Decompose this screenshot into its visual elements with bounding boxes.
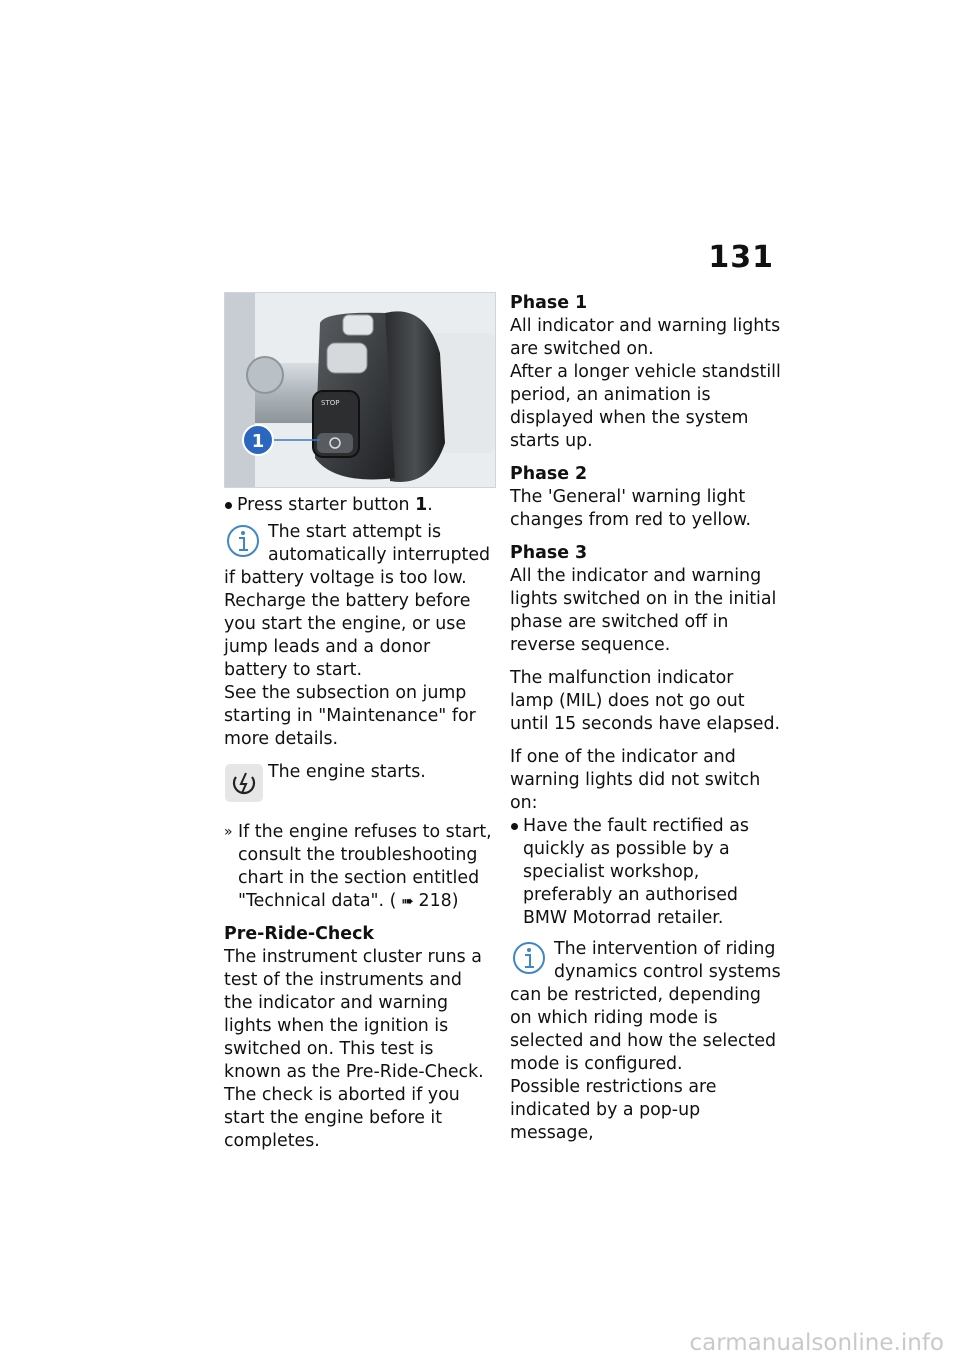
pre-ride-check-text: The instrument cluster runs a test of the instruments and the indicator and warning lights when the ignition is switched on. This test is known as the Pre-Ride-Check. The check is aborted if you start the engine before it completes.	[224, 947, 484, 1151]
refuse-page-link[interactable]: 218	[418, 891, 452, 911]
phase2-heading: Phase 2	[510, 464, 588, 484]
page-reference-arrow-icon: ➠	[396, 892, 419, 910]
info-battery-text: The start attempt is automatically interrupted if battery voltage is too low. Recharge the battery before you start the engine, or use jump leads and a donor battery to start.	[224, 522, 491, 680]
mil-text: The malfunction indicator lamp (MIL) does not go out until 15 seconds have elapsed.	[510, 668, 781, 734]
step1-number: 1	[415, 495, 428, 515]
result-refuse-start	[224, 821, 494, 913]
phase2-text: The 'General' warning light changes from red to yellow.	[510, 487, 752, 530]
info-battery-more: See the subsection on jump starting in "Maintenance" for more details.	[224, 683, 476, 749]
result-arrow-icon: »	[224, 824, 233, 840]
fault-rectify-text: Have the fault rectified as quickly as possible by a specialist workshop, preferably an authorised BMW Motorrad retailer.	[523, 816, 749, 928]
info-note-riding-dynamics	[510, 938, 782, 1145]
info-icon	[510, 938, 550, 978]
phase3-text: All the indicator and warning lights switched on in the initial phase are switched off in reverse sequence.	[510, 566, 777, 655]
left-column	[224, 292, 494, 1163]
info-riding-text: The intervention of riding dynamics control systems can be restricted, depending on which riding mode is selected and how the selected mode is configured.	[510, 939, 781, 1074]
handlebar-switch-illustration	[225, 293, 495, 487]
info-riding-more: Possible restrictions are indicated by a pop-up message,	[510, 1077, 717, 1143]
step1-prefix: Press starter button	[237, 495, 416, 515]
step-press-starter	[224, 494, 494, 517]
engine-starts-text: The engine starts.	[268, 762, 426, 782]
phase3-heading: Phase 3	[510, 543, 588, 563]
phase1-text-2: After a longer vehicle standstill period, an animation is displayed when the system starts up.	[510, 362, 781, 451]
info-note-battery	[224, 521, 494, 751]
engine-start-icon	[224, 761, 264, 803]
info-icon	[224, 521, 264, 561]
phase1-heading: Phase 1	[510, 293, 588, 313]
right-column	[510, 292, 782, 1155]
engine-starts-note	[224, 761, 494, 805]
fault-rectify-bullet	[510, 815, 782, 930]
watermark: carmanualsonline.info	[689, 1330, 944, 1356]
refuse-close: )	[451, 891, 459, 911]
pre-ride-check-heading: Pre-Ride-Check	[224, 924, 374, 944]
refuse-text: If the engine refuses to start, consult the troubleshooting chart in the section entitled "Technical data". (	[238, 822, 492, 911]
phase1-text: All indicator and warning lights are switched on.	[510, 316, 781, 359]
svg-text:STOP: STOP	[321, 399, 340, 407]
step1-suffix: .	[427, 495, 433, 515]
if-lights-text: If one of the indicator and warning lights did not switch on:	[510, 747, 761, 813]
photo-callout-1: 1	[251, 431, 265, 452]
page-number: 131	[708, 240, 774, 275]
starter-button-photo	[224, 292, 496, 488]
